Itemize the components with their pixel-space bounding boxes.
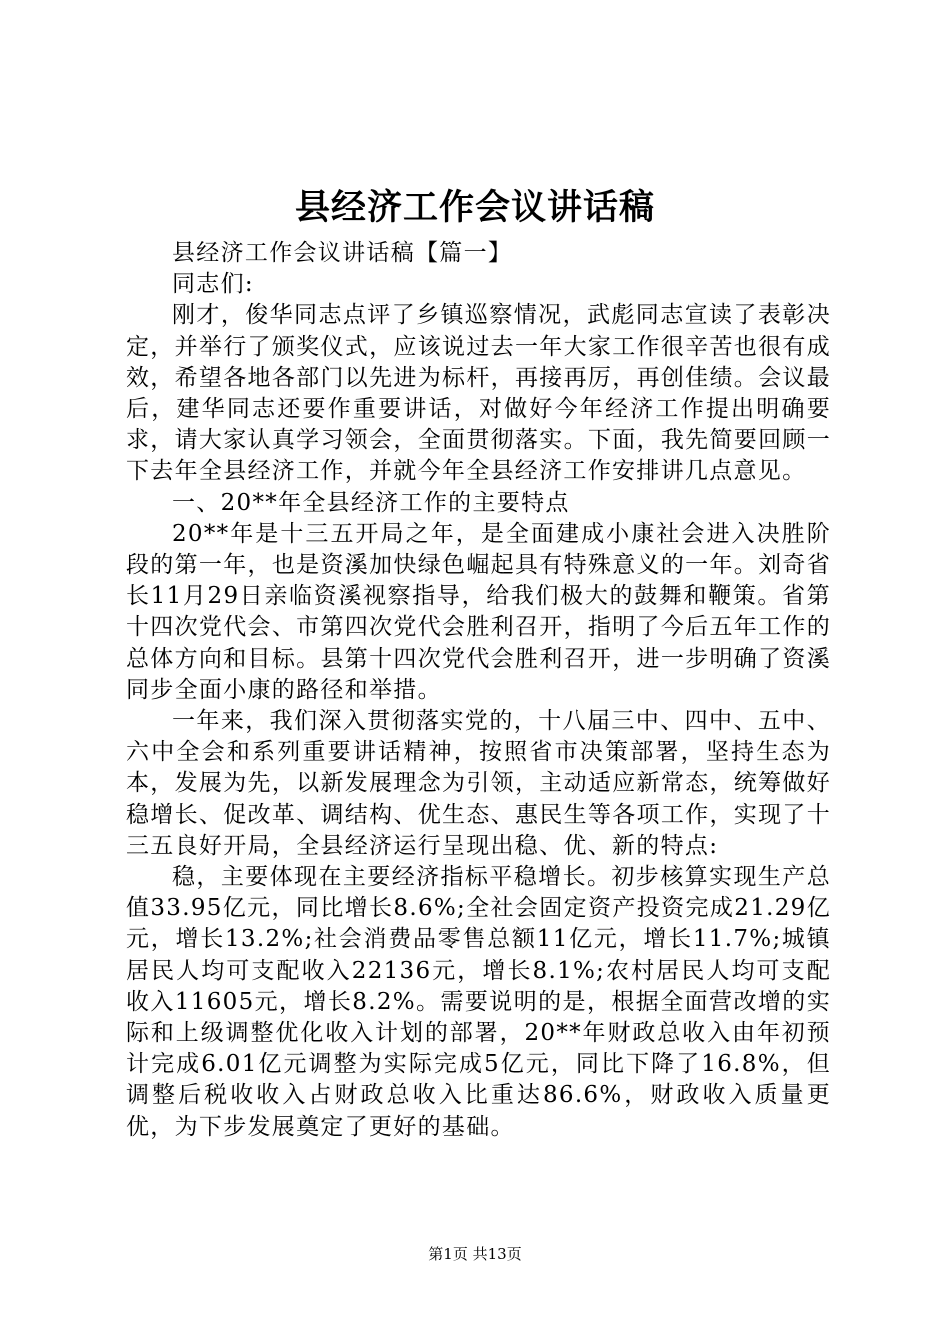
- paragraph-intro: 刚才，俊华同志点评了乡镇巡察情况，武彪同志宣读了表彰决定，并举行了颁奖仪式，应该说过去一年大家工作很辛苦也很有成效，希望各地各部门以先进为标杆，再接再厉，再创佳绩。会议最后，建华同志还要作重要讲话，对做好今年经济工作提出明确要求，请大家认真学习领会，全面贯彻落实。下面，我先简要回顾一下去年全县经济工作，并就今年全县经济工作安排讲几点意见。: [126, 302, 831, 485]
- paragraph-work-summary: 一年来，我们深入贯彻落实党的，十八届三中、四中、五中、六中全会和系列重要讲话精神，按照省市决策部署，坚持生态为本，发展为先，以新发展理念为引领，主动适应新常态，统筹做好稳增长、促改革、调结构、优生态、惠民生等各项工作，实现了十三五良好开局，全县经济运行呈现出稳、优、新的特点:: [126, 708, 831, 859]
- paragraph-overview: 20**年是十三五开局之年，是全面建成小康社会进入决胜阶段的第一年，也是资溪加快绿色崛起具有特殊意义的一年。刘奇省长11月29日亲临资溪视察指导，给我们极大的鼓舞和鞭策。省第十四次党代会、市第四次党代会胜利召开，指明了今后五年工作的总体方向和目标。县第十四次党代会胜利召开，进一步明确了资溪同步全面小康的路径和举措。: [126, 520, 831, 703]
- page-number-footer: 第1页 共13页: [428, 1245, 522, 1263]
- document-body: [126, 238, 831, 1143]
- paragraph-stability: 稳，主要体现在主要经济指标平稳增长。初步核算实现生产总值33.95亿元，同比增长8.6%;全社会固定资产投资完成21.29亿元，增长13.2%;社会消费品零售总额11亿元，增长11.7%;城镇居民人均可支配收入22136元，增长8.1%;农村居民人均可支配收入11605元，增长8.2%。需要说明的是，根据全面营改增的实际和上级调整优化收入计划的部署，20**年财政总收入由年初预计完成6.01亿元调整为实际完成5亿元，同比下降了16.8%，但调整后税收收入占财政总收入比重达86.6%，财政收入质量更优，为下步发展奠定了更好的基础。: [126, 864, 831, 1140]
- paragraph-salutation: 同志们:: [172, 271, 254, 298]
- paragraph-section-heading: 一、20**年全县经济工作的主要特点: [172, 489, 570, 516]
- paragraph-subtitle: 县经济工作会议讲话稿【篇一】: [172, 240, 513, 266]
- document-title: 县经济工作会议讲话稿: [294, 187, 655, 228]
